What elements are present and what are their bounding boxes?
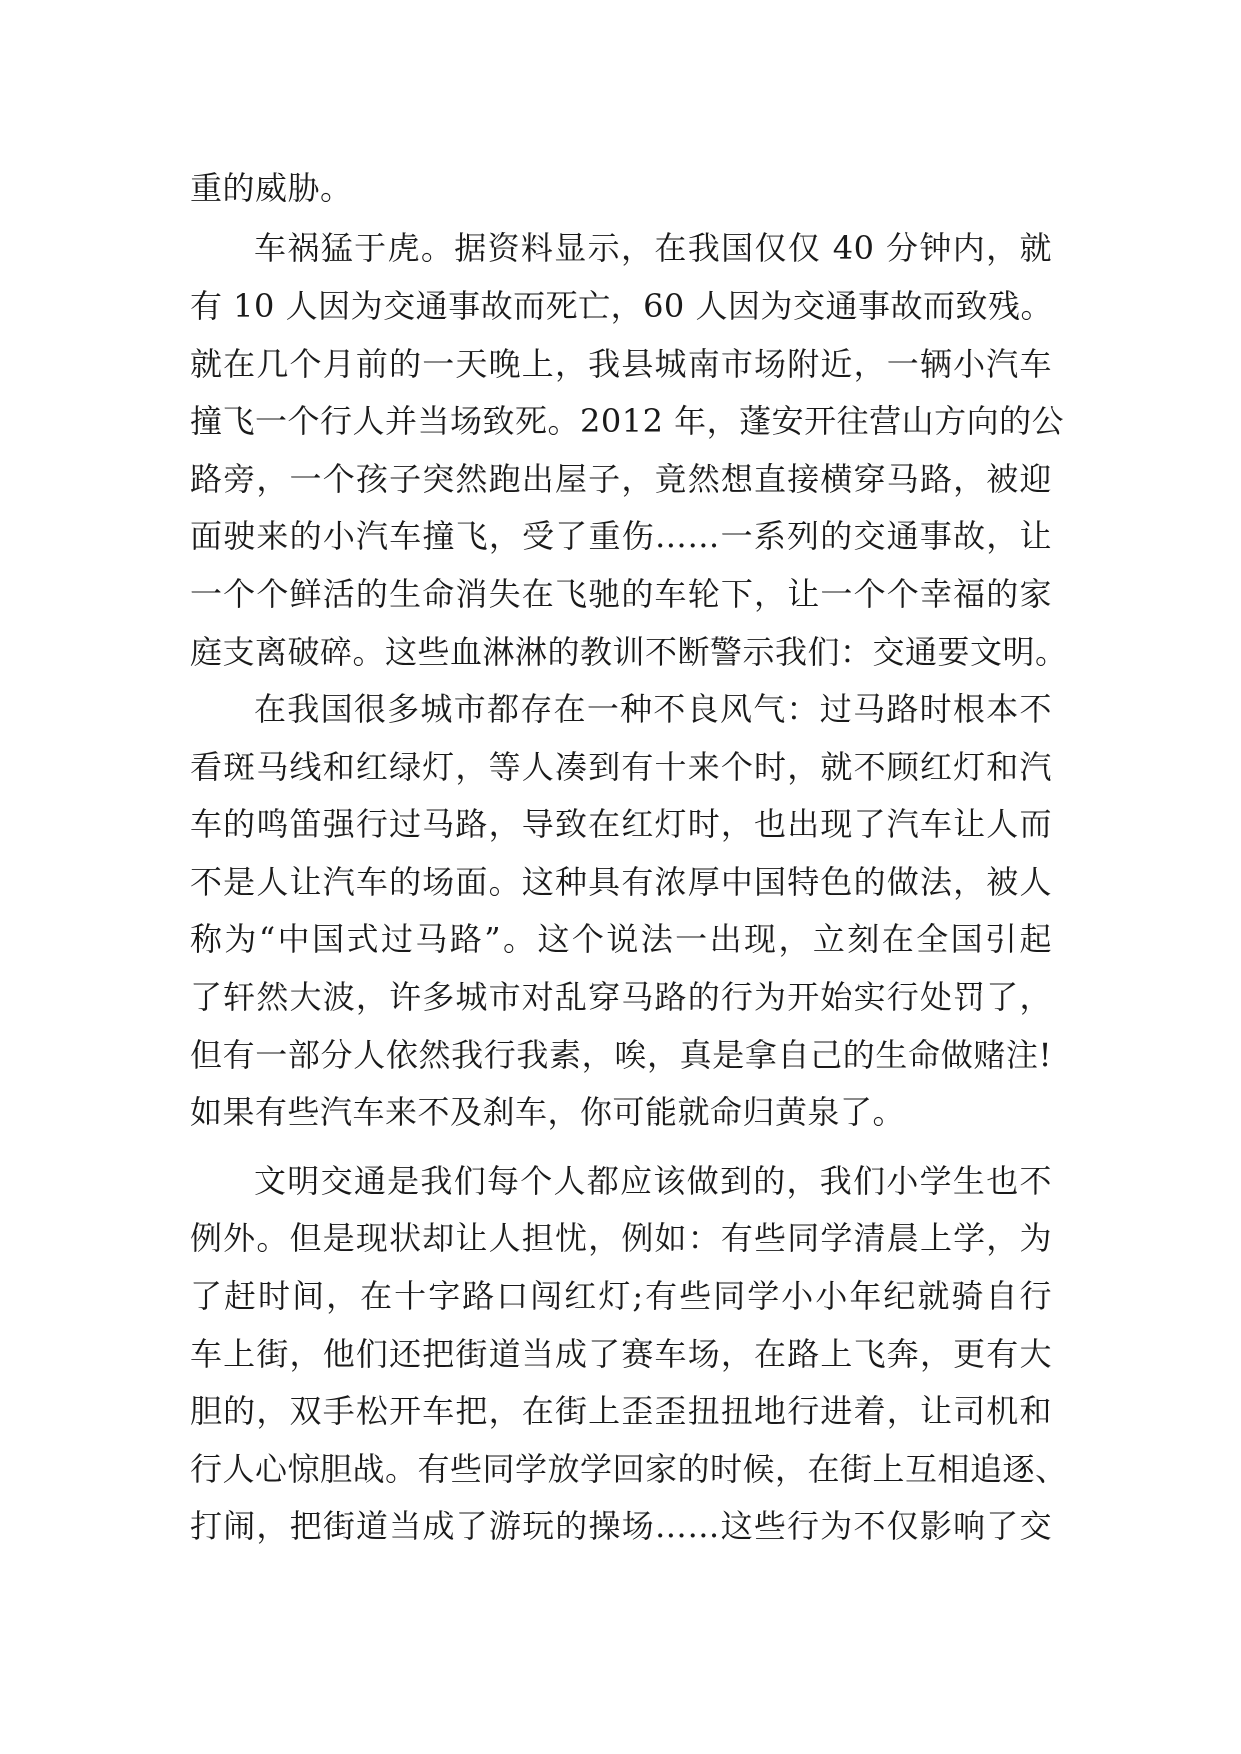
text-line: 如果有些汽车来不及刹车，你可能就命归黄泉了。	[190, 1093, 906, 1131]
text-line: 撞飞一个行人并当场致死。2012 年，蓬安开往营山方向的公	[190, 402, 1065, 440]
text-line: 面驶来的小汽车撞飞，受了重伤……一系列的交通事故，让	[190, 517, 1052, 555]
text-line: 文明交通是我们每个人都应该做到的，我们小学生也不	[254, 1162, 1052, 1200]
text-line: 就在几个月前的一天晚上，我县城南市场附近，一辆小汽车	[190, 345, 1052, 383]
text-line: 称为“中国式过马路”。这个说法一出现，立刻在全国引起	[190, 920, 1052, 958]
text-line: 车祸猛于虎。据资料显示，在我国仅仅 40 分钟内，就	[254, 229, 1052, 267]
text-line: 路旁，一个孩子突然跑出屋子，竟然想直接横穿马路，被迎	[190, 460, 1052, 498]
text-line: 看斑马线和红绿灯，等人凑到有十来个时，就不顾红灯和汽	[190, 748, 1052, 786]
text-line: 在我国很多城市都存在一种不良风气：过马路时根本不	[254, 690, 1052, 728]
text-line: 行人心惊胆战。有些同学放学回家的时候，在街上互相追逐、	[190, 1450, 1068, 1488]
text-line: 胆的，双手松开车把，在街上歪歪扭扭地行进着，让司机和	[190, 1392, 1052, 1430]
text-line: 一个个鲜活的生命消失在飞驰的车轮下，让一个个幸福的家	[190, 575, 1052, 613]
text-line: 有 10 人因为交通事故而死亡，60 人因为交通事故而致残。	[190, 287, 1053, 325]
text-line: 车的鸣笛强行过马路，导致在红灯时，也出现了汽车让人而	[190, 805, 1052, 843]
text-line: 了赶时间，在十字路口闯红灯;有些同学小小年纪就骑自行	[190, 1277, 1052, 1315]
text-line: 重的威胁。	[190, 169, 353, 207]
text-line: 打闹，把街道当成了游玩的操场……这些行为不仅影响了交	[190, 1507, 1052, 1545]
text-line: 但有一部分人依然我行我素，唉，真是拿自己的生命做赌注!	[190, 1036, 1052, 1074]
text-line: 车上街，他们还把街道当成了赛车场，在路上飞奔，更有大	[190, 1335, 1052, 1373]
text-line: 例外。但是现状却让人担忧，例如：有些同学清晨上学，为	[190, 1219, 1052, 1257]
text-line: 不是人让汽车的场面。这种具有浓厚中国特色的做法，被人	[190, 863, 1052, 901]
text-line: 庭支离破碎。这些血淋淋的教训不断警示我们：交通要文明。	[190, 633, 1068, 671]
text-line: 了轩然大波，许多城市对乱穿马路的行为开始实行处罚了，	[190, 978, 1052, 1016]
